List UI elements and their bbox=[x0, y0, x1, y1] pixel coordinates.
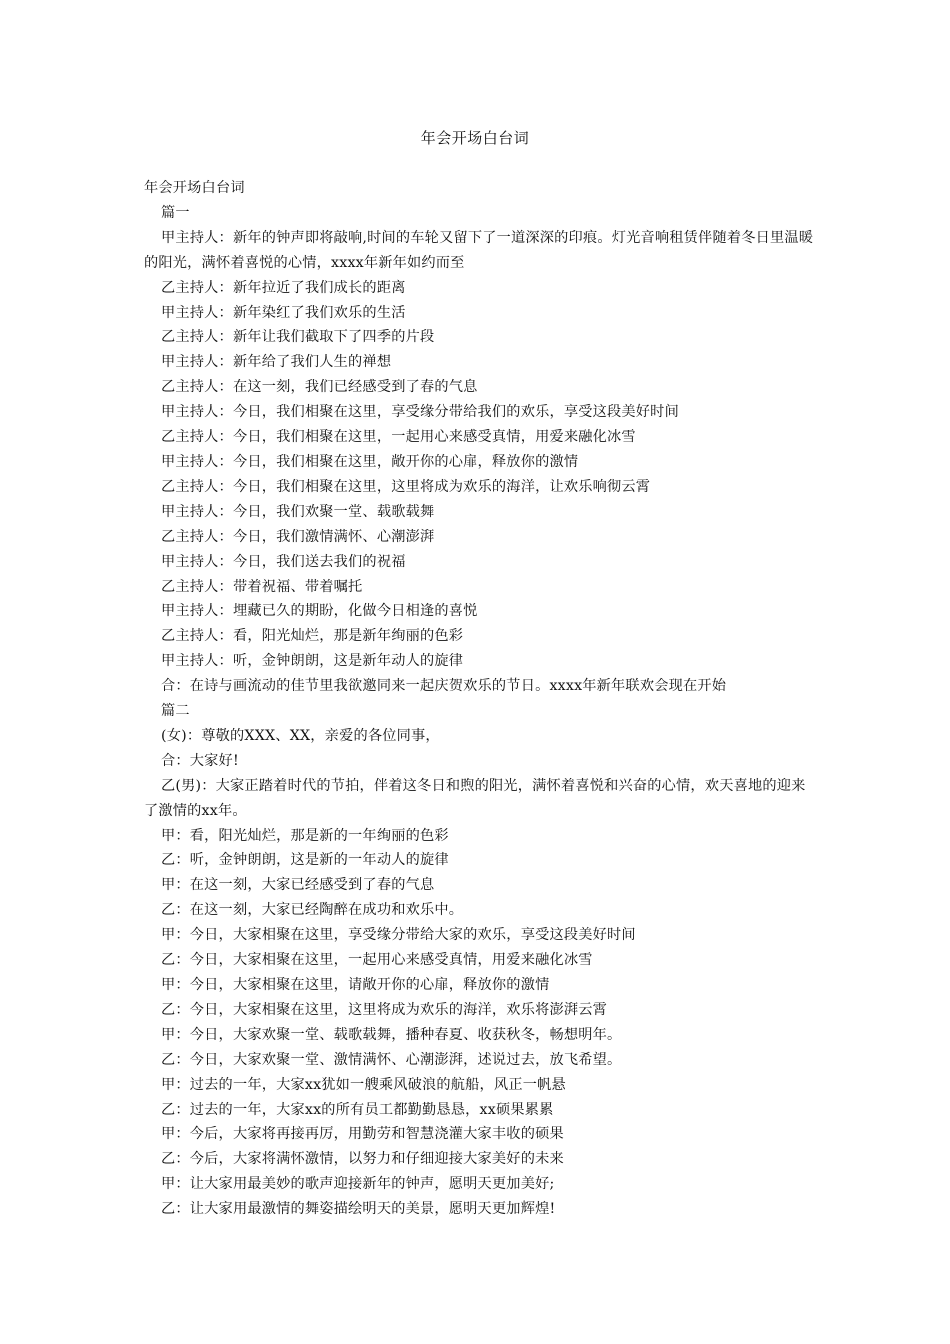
paragraph: 甲主持人：今日，我们相聚在这里，享受缘分带给我们的欢乐，享受这段美好时间 bbox=[161, 404, 679, 421]
paragraph: 乙主持人：新年让我们截取下了四季的片段 bbox=[161, 329, 435, 346]
paragraph: 乙主持人：今日，我们相聚在这里，一起用心来感受真情，用爱来融化冰雪 bbox=[161, 429, 636, 446]
paragraph: 乙：过去的一年，大家xx的所有员工都勤勤恳恳，xx硕果累累 bbox=[161, 1101, 554, 1118]
paragraph: 乙(男)：大家正踏着时代的节拍，伴着这冬日和煦的阳光，满怀着喜悦和兴奋的心情，欢天喜地的迎来了激情的xx年。 bbox=[144, 777, 806, 819]
paragraph: 乙主持人：新年拉近了我们成长的距离 bbox=[161, 279, 406, 296]
paragraph: 乙：今后，大家将满怀激情，以努力和仔细迎接大家美好的未来 bbox=[161, 1151, 564, 1168]
paragraph: 甲：在这一刻，大家已经感受到了春的气息 bbox=[161, 877, 435, 894]
paragraph: 乙主持人：看，阳光灿烂，那是新年绚丽的色彩 bbox=[161, 628, 464, 645]
paragraph: 甲主持人：今日，我们欢聚一堂、载歌载舞 bbox=[161, 503, 435, 520]
paragraph: 合：大家好! bbox=[161, 752, 239, 769]
paragraph: 乙：在这一刻，大家已经陶醉在成功和欢乐中。 bbox=[161, 902, 464, 919]
paragraph: 乙主持人：今日，我们相聚在这里，这里将成为欢乐的海洋，让欢乐响彻云霄 bbox=[161, 478, 651, 495]
paragraph: 篇二 bbox=[161, 703, 190, 720]
paragraph: 甲：过去的一年，大家xx犹如一艘乘风破浪的航船，风正一帆悬 bbox=[161, 1076, 566, 1093]
paragraph: 乙：今日，大家相聚在这里，这里将成为欢乐的海洋，欢乐将澎湃云霄 bbox=[161, 1001, 608, 1018]
paragraph: 乙主持人：带着祝福、带着嘱托 bbox=[161, 578, 363, 595]
paragraph: 乙：今日，大家相聚在这里，一起用心来感受真情，用爱来融化冰雪 bbox=[161, 952, 593, 969]
paragraph: (女)：尊敬的XXX、XX，亲爱的各位同事， bbox=[161, 727, 440, 744]
document-title: 年会开场白台词 bbox=[420, 129, 530, 147]
paragraph: 甲主持人：新年的钟声即将敲响,时间的车轮又留下了一道深深的印痕。灯光音响租赁伴随着冬日里温暖的阳光，满怀着喜悦的心情，xxxx年新年如约而至 bbox=[144, 229, 814, 271]
paragraph: 乙主持人：今日，我们激情满怀、心潮澎湃 bbox=[161, 528, 435, 545]
paragraph: 甲主持人：新年染红了我们欢乐的生活 bbox=[161, 304, 406, 321]
paragraph: 甲：看，阳光灿烂，那是新的一年绚丽的色彩 bbox=[161, 827, 449, 844]
document-body bbox=[144, 176, 814, 1222]
paragraph: 乙：今日，大家欢聚一堂、激情满怀、心潮澎湃，述说过去，放飞希望。 bbox=[161, 1051, 622, 1068]
paragraph: 甲主持人：今日，我们相聚在这里，敞开你的心扉，释放你的激情 bbox=[161, 453, 579, 470]
paragraph: 合：在诗与画流动的佳节里我欲邀同来一起庆贺欢乐的节日。xxxx年新年联欢会现在开始 bbox=[161, 678, 727, 695]
paragraph: 甲：今后，大家将再接再厉，用勤劳和智慧浇灌大家丰收的硕果 bbox=[161, 1126, 564, 1143]
paragraph: 甲主持人：听，金钟朗朗，这是新年动人的旋律 bbox=[161, 653, 464, 670]
paragraph: 甲主持人：埋藏已久的期盼，化做今日相逢的喜悦 bbox=[161, 603, 478, 620]
paragraph: 甲：让大家用最美妙的歌声迎接新年的钟声，愿明天更加美好; bbox=[161, 1176, 555, 1193]
paragraph: 甲主持人：新年给了我们人生的禅想 bbox=[161, 354, 392, 371]
paragraph: 甲：今日，大家相聚在这里，享受缘分带给大家的欢乐，享受这段美好时间 bbox=[161, 927, 636, 944]
paragraph: 甲主持人：今日，我们送去我们的祝福 bbox=[161, 553, 406, 570]
paragraph: 甲：今日，大家相聚在这里，请敞开你的心扉，释放你的激情 bbox=[161, 977, 550, 993]
paragraph: 乙：让大家用最激情的舞姿描绘明天的美景，愿明天更加辉煌! bbox=[161, 1201, 556, 1218]
paragraph: 篇一 bbox=[161, 204, 190, 221]
paragraph: 甲：今日，大家欢聚一堂、载歌载舞，播种春夏、收获秋冬，畅想明年。 bbox=[161, 1026, 622, 1043]
paragraph: 乙：听，金钟朗朗，这是新的一年动人的旋律 bbox=[161, 852, 449, 869]
paragraph: 年会开场白台词 bbox=[144, 180, 245, 196]
paragraph: 乙主持人：在这一刻，我们已经感受到了春的气息 bbox=[161, 379, 478, 396]
